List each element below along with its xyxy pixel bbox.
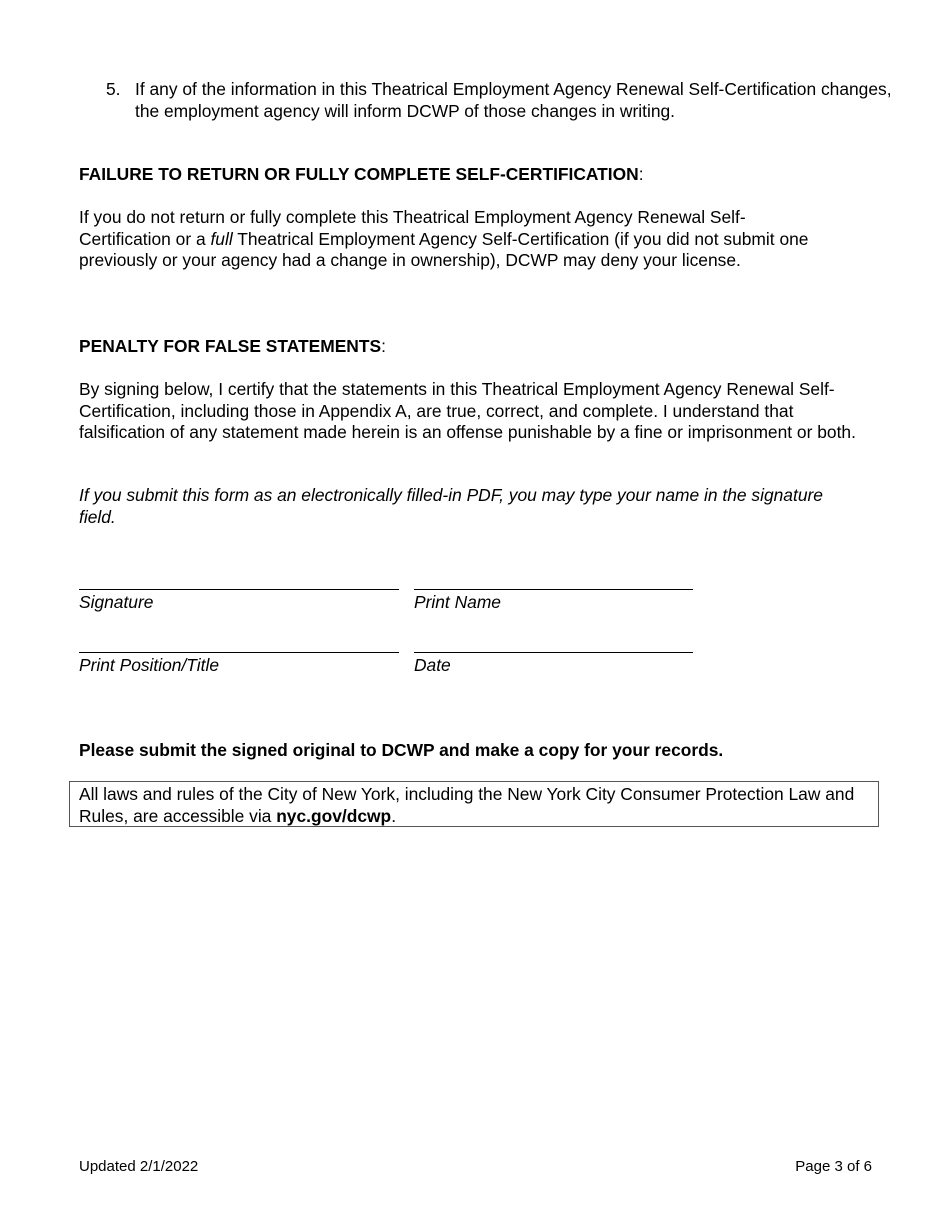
signature-line[interactable] <box>79 589 399 590</box>
submit-instruction: Please submit the signed original to DCWP and make a copy for your records. <box>79 740 724 760</box>
list-item-text: If any of the information in this Theatrical Employment Agency Renewal Self-Certification changes, the employment agency will inform DCWP of those changes in writing. <box>135 79 892 121</box>
footer-page-number: Page 3 of 6 <box>795 1158 872 1175</box>
penalty-heading-text: PENALTY FOR FALSE STATEMENTS <box>79 336 382 356</box>
dcwp-link[interactable]: nyc.gov/dcwp <box>276 805 392 826</box>
penalty-paragraph: By signing below, I certify that the statements in this Theatrical Employment Agency Renewal Self-Certification, including those in Appendix A, are true, correct, and complete. I understand that falsification of any statement made herein is an offense punishable by a fine or imprisonment or both. <box>79 379 856 442</box>
print-name-line[interactable] <box>414 589 693 590</box>
laws-text-part1: All laws and rules of the City of New York, including the New York City Consumer Protection Law and Rules, are accessible via <box>79 784 855 826</box>
failure-para-part2: Theatrical Employment Agency Self-Certification (if you did not submit one previously or your agency had a change in ownership), DCWP may deny your license. <box>79 228 809 270</box>
date-label: Date <box>414 655 451 675</box>
penalty-heading <box>79 336 386 358</box>
failure-para-part1: If you do not return or fully complete this Theatrical Employment Agency Renewal Self-Certification or a <box>79 207 746 249</box>
position-title-label: Print Position/Title <box>79 655 219 675</box>
failure-heading-colon: : <box>638 164 644 184</box>
failure-para-italic: full <box>210 228 233 249</box>
failure-heading <box>79 164 644 186</box>
failure-heading-text: FAILURE TO RETURN OR FULLY COMPLETE SELF-CERTIFICATION <box>79 164 639 184</box>
electronic-signature-note: If you submit this form as an electronically filled-in PDF, you may type your name in the signature field. <box>79 485 823 527</box>
date-line[interactable] <box>414 652 693 653</box>
failure-paragraph <box>79 207 819 272</box>
print-name-label: Print Name <box>414 592 501 612</box>
laws-text-part2: . <box>391 805 397 826</box>
laws-notice-box <box>69 781 879 827</box>
position-title-line[interactable] <box>79 652 399 653</box>
penalty-heading-colon: : <box>381 336 386 356</box>
list-item-5 <box>106 79 906 122</box>
footer-updated-date: Updated 2/1/2022 <box>79 1158 199 1175</box>
list-item-number: 5. <box>106 79 121 99</box>
signature-label: Signature <box>79 592 154 612</box>
